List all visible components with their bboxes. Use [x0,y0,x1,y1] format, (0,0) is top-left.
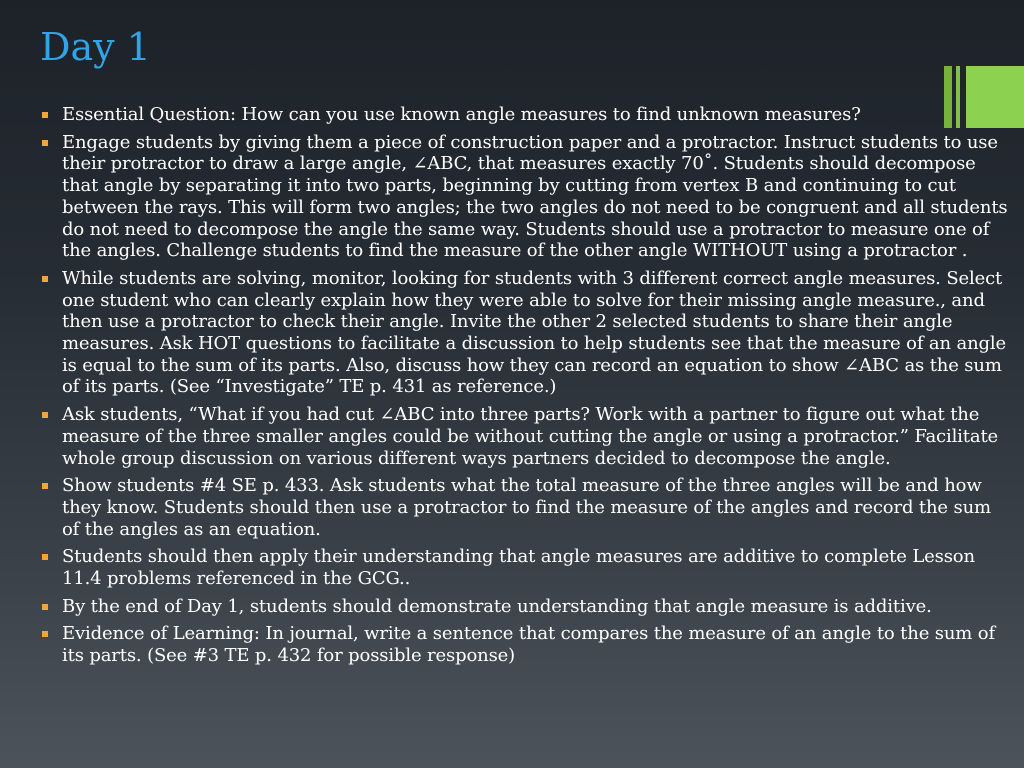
bullet-list [40,104,1010,673]
bullet-text: By the end of Day 1, students should demonstrate understanding that angle measure is additive. [62,595,932,617]
bullet-text: Ask students, “What if you had cut ∠ABC into three parts? Work with a partner to figure out what the measure of the three smaller angles could be without cutting the angle or using a protractor.” Facilitate whole group discussion on various different ways partners decided to decompose the angle. [62,404,999,469]
bullet-item [40,404,1010,469]
bullet-text: Show students #4 SE p. 433. Ask students what the total measure of the three angles will be and how they know. Students should then use a protractor to find the measure of the angles and record the sum of the angles as an equation. [62,475,991,540]
bullet-square-icon [42,140,48,146]
bullet-item [40,104,1010,126]
bullet-text: Engage students by giving them a piece of construction paper and a protractor. Instruct students to use their protractor to draw a large angle, ∠ABC, that measures exactly 70˚. Students should decompose that angle by separating it into two parts, beginning by cutting from vertex B and continuing to cut between the rays. This will form two angles; the two angles do not need to be congruent and all students do not need to decompose the angle the same way. Students should use a protractor to measure one of the angles. Challenge students to find the measure of the other angle WITHOUT using a protractor . [62,131,1008,262]
bullet-item [40,475,1010,540]
bullet-square-icon [42,554,48,560]
bullet-item [40,623,1010,666]
bullet-square-icon [42,412,48,418]
bullet-square-icon [42,276,48,282]
bullet-text: While students are solving, monitor, looking for students with 3 different correct angle measures. Select one student who can clearly explain how they were able to solve for their missing angle measure., and then use a protractor to check their angle. Invite the other 2 selected students to share their angle measures. Ask HOT questions to facilitate a discussion to help students see that the measure of an angle is equal to the sum of its parts. Also, discuss how they can record an equation to show ∠ABC as the sum of its parts. (See “Investigate” TE p. 431 as reference.) [62,267,1007,398]
bullet-square-icon [42,483,48,489]
bullet-text: Essential Question: How can you use known angle measures to find unknown measures? [62,104,861,125]
bullet-square-icon [42,604,48,610]
slide-title: Day 1 [40,25,151,69]
bullet-item [40,596,1010,618]
bullet-text: Students should then apply their understanding that angle measures are additive to complete Lesson 11.4 problems referenced in the GCG.. [62,546,975,590]
bullet-text: Evidence of Learning: In journal, write a sentence that compares the measure of an angle to the sum of its parts. (See #3 TE p. 432 for possible response) [62,623,995,667]
bullet-item [40,546,1010,589]
bullet-square-icon [42,112,48,118]
bullet-item [40,268,1010,398]
bullet-square-icon [42,631,48,637]
bullet-item [40,132,1010,262]
